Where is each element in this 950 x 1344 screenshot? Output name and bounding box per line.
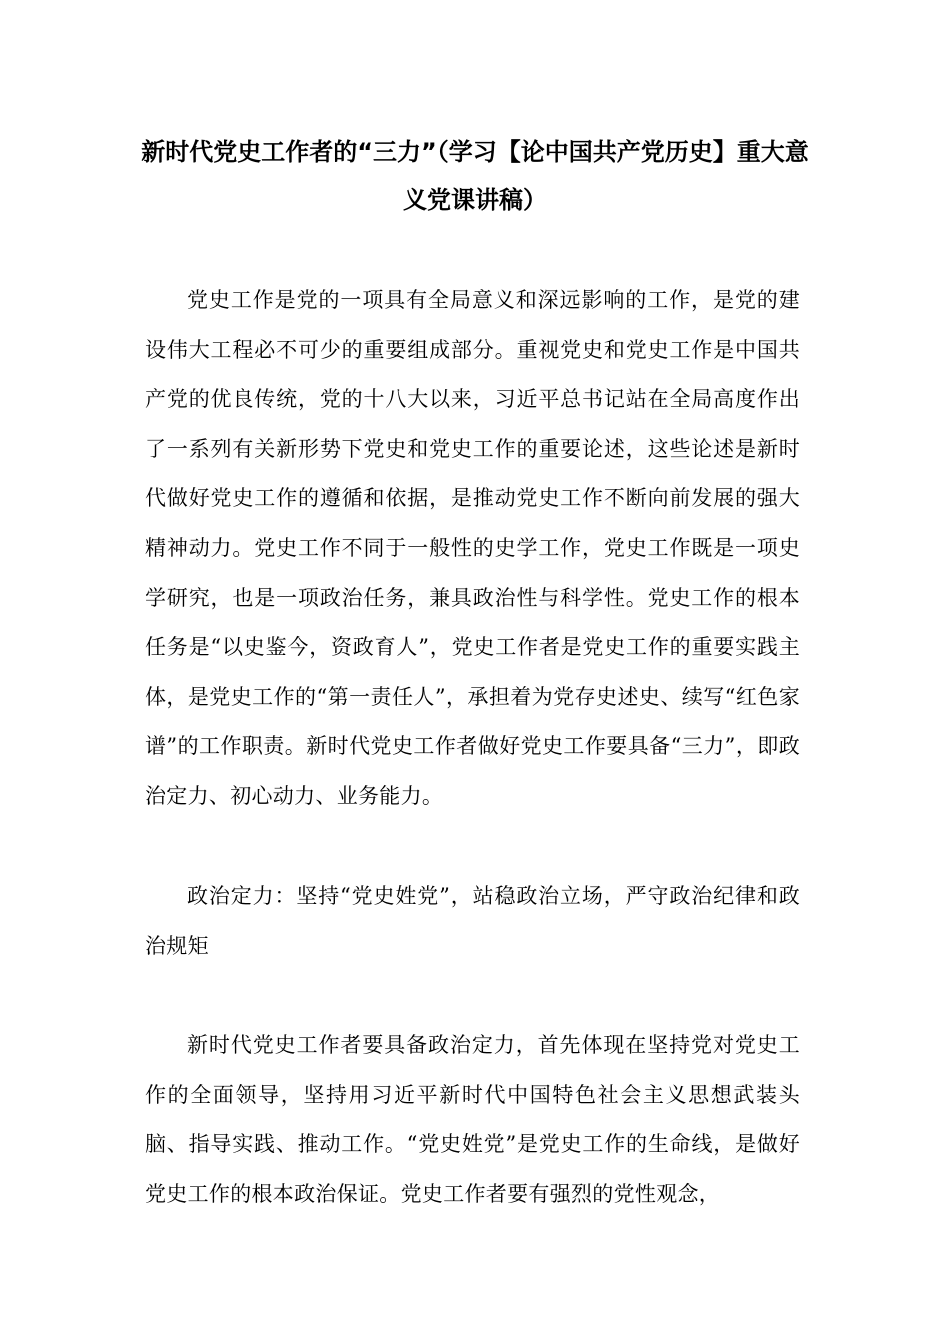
paragraph-intro: 党史工作是党的一项具有全局意义和深远影响的工作，是党的建设伟大工程必不可少的重要组成部分。重视党史和党史工作是中国共产党的优良传统，党的十八大以来，习近平总书记站在全局高度作出了一系列有关新形势下党史和党史工作的重要论述，这些论述是新时代做好党史工作的遵循和依据，是推动党史工作不断向前发展的强大精神动力。党史工作不同于一般性的史学工作，党史工作既是一项史学研究，也是一项政治任务，兼具政治性与科学性。党史工作的根本任务是“以史鉴今，资政育人”，党史工作者是党史工作的重要实践主体，是党史工作的“第一责任人”，承担着为党存史述史、续写“红色家谱”的工作职责。新时代党史工作者做好党史工作要具备“三力”，即政治定力、初心动力、业务能力。 [145,288,800,808]
section-heading-political-resolve: 政治定力：坚持“党史姓党”，站稳政治立场，严守政治纪律和政治规矩 [145,884,800,958]
document-title: 新时代党史工作者的“三力”（学习【论中国共产党历史】重大意义党课讲稿） [141,138,809,214]
paragraph-political-resolve: 新时代党史工作者要具备政治定力，首先体现在坚持党对党史工作的全面领导，坚持用习近平新时代中国特色社会主义思想武装头脑、指导实践、推动工作。“党史姓党”是党史工作的生命线，是做好党史工作的根本政治保证。党史工作者要有强烈的党性观念， [145,1033,800,1206]
